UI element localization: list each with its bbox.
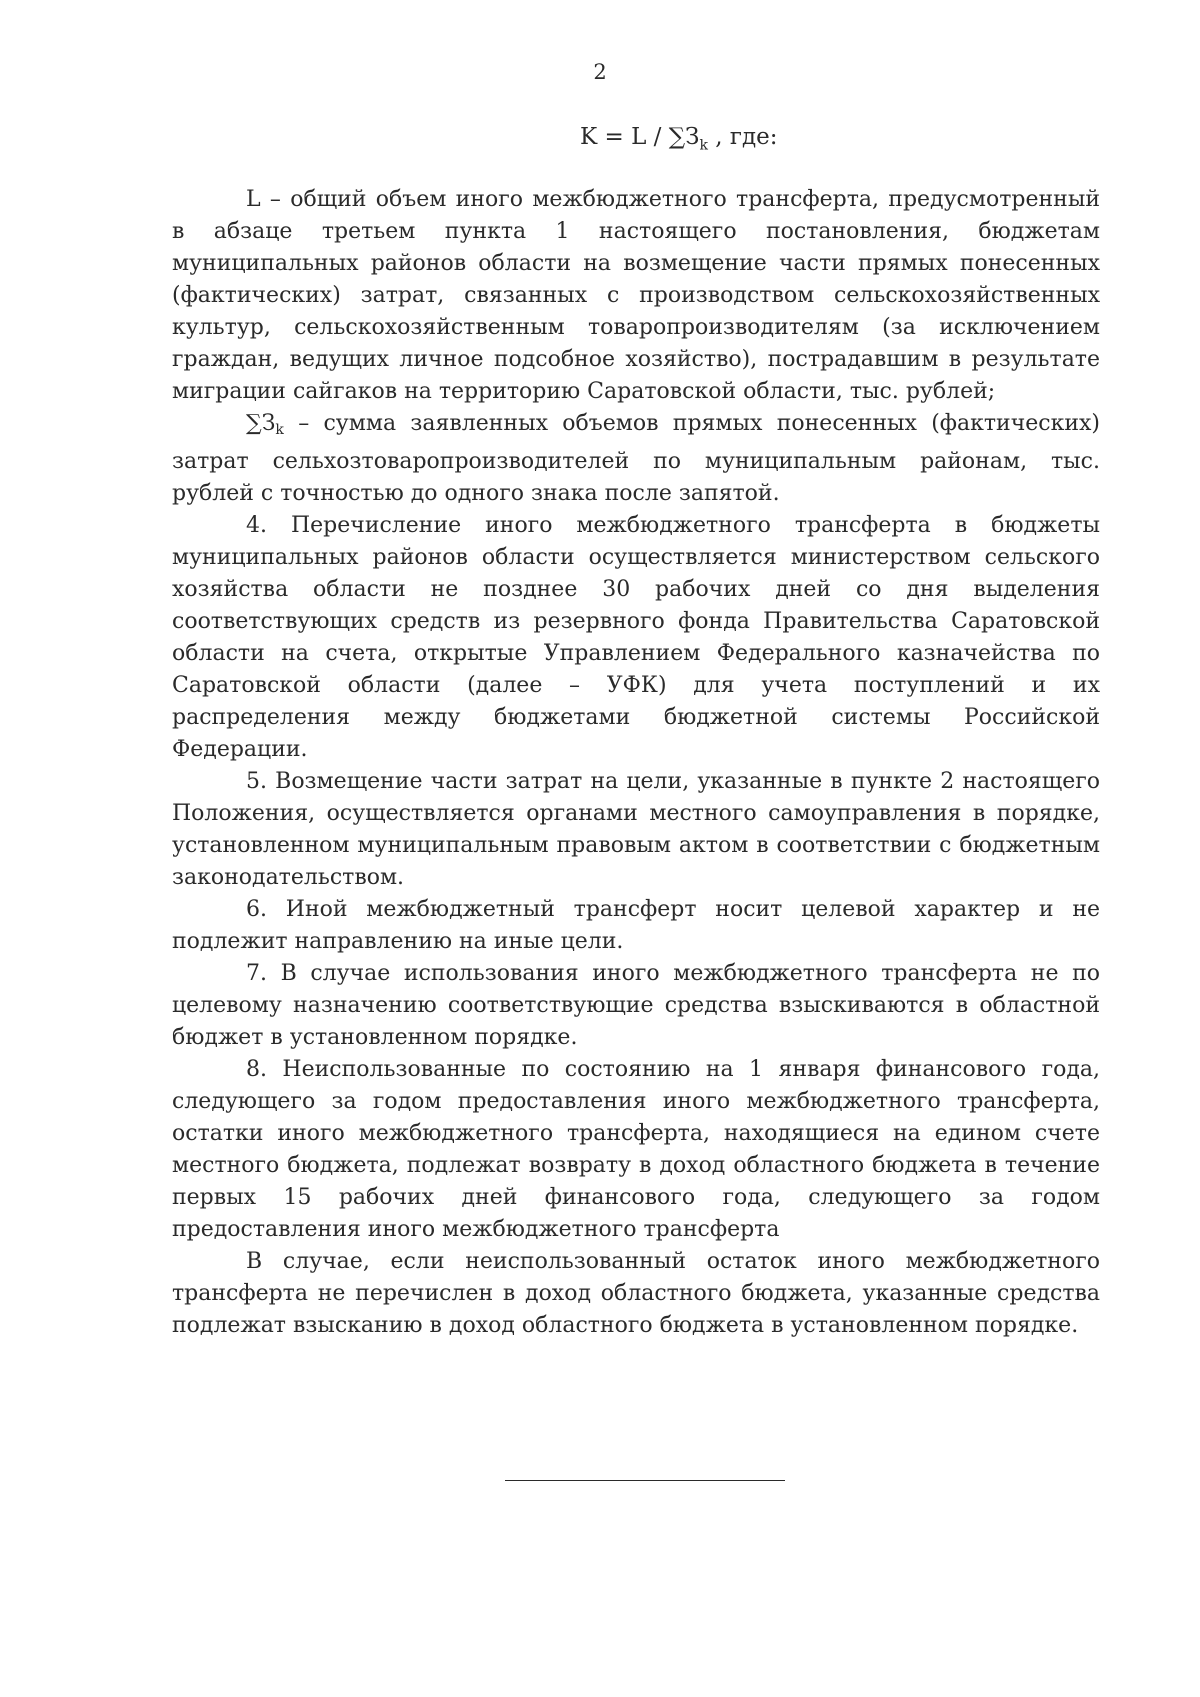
paragraph-text: 5. Возмещение части затрат на цели, указанные в пункте 2 настоящего Положения, осуществляется органами местного самоуправления в порядке, установленном муниципальным правовым актом в соответствии с бюджетным законодательством. [172,769,1100,890]
formula-lhs: K = L / ∑З [580,124,700,150]
paragraph-text: 8. Неиспользованные по состоянию на 1 января финансового года, следующего за годом предоставления иного межбюджетного трансферта, остатки иного межбюджетного трансферта, находящиеся на едином счете местного бюджета, подлежат возврату в доход областного бюджета в течение первых 15 рабочих дней финансового года, следующего за годом предоставления иного межбюджетного трансферта [172,1057,1100,1242]
paragraph-text: L – общий объем иного межбюджетного трансферта, предусмотренный в абзаце третьем пункта 1 настоящего постановления, бюджетам муниципальных районов области на возмещение части прямых понесенных (фактических) затрат, связанных с производством сельскохозяйственных культур, сельскохозяйственным товаропроизводителям (за исключением граждан, ведущих личное подсобное хозяйство), пострадавшим в результате миграции сайгаков на территорию Саратовской области, тыс. рублей; [172,187,1100,404]
paragraph-l-definition [172,184,1100,408]
sum-subscript: k [275,422,284,438]
paragraph-item-7 [172,958,1100,1054]
paragraph-item-8-continuation [172,1246,1100,1342]
paragraph-item-4 [172,510,1100,766]
paragraph-text: 6. Иной межбюджетный трансферт носит целевой характер и не подлежит направлению на иные цели. [172,897,1100,954]
formula-rhs: , где: [715,124,778,150]
document-body [172,184,1100,1342]
paragraph-text: 4. Перечисление иного межбюджетного трансферта в бюджеты муниципальных районов области осуществляется министерством сельского хозяйства области не позднее 30 рабочих дней со дня выделения соответствующих средств из резервного фонда Правительства Саратовской области на счета, открытые Управлением Федерального казначейства по Саратовской области (далее – УФК) для учета поступлений и их распределения между бюджетами бюджетной системы Российской Федерации. [172,513,1100,762]
paragraph-item-5 [172,766,1100,894]
paragraph-text: 7. В случае использования иного межбюджетного трансферта не по целевому назначению соответствующие средства взыскиваются в областной бюджет в установленном порядке. [172,961,1100,1050]
end-of-document-rule [505,1480,785,1481]
paragraph-text: В случае, если неиспользованный остаток иного межбюджетного трансферта не перечислен в доход областного бюджета, указанные средства подлежат взысканию в доход областного бюджета в установленном порядке. [172,1249,1100,1338]
paragraph-item-6 [172,894,1100,958]
paragraph-text: – сумма заявленных объемов прямых понесенных (фактических) затрат сельхозтоваропроизводителей по муниципальным районам, тыс. рублей с точностью до одного знака после запятой. [172,411,1100,506]
formula [580,124,777,154]
formula-subscript: k [699,137,708,154]
sum-symbol: ∑З [246,411,276,436]
paragraph-item-8 [172,1054,1100,1246]
page-number: 2 [593,60,607,84]
paragraph-sum-definition [172,408,1100,510]
